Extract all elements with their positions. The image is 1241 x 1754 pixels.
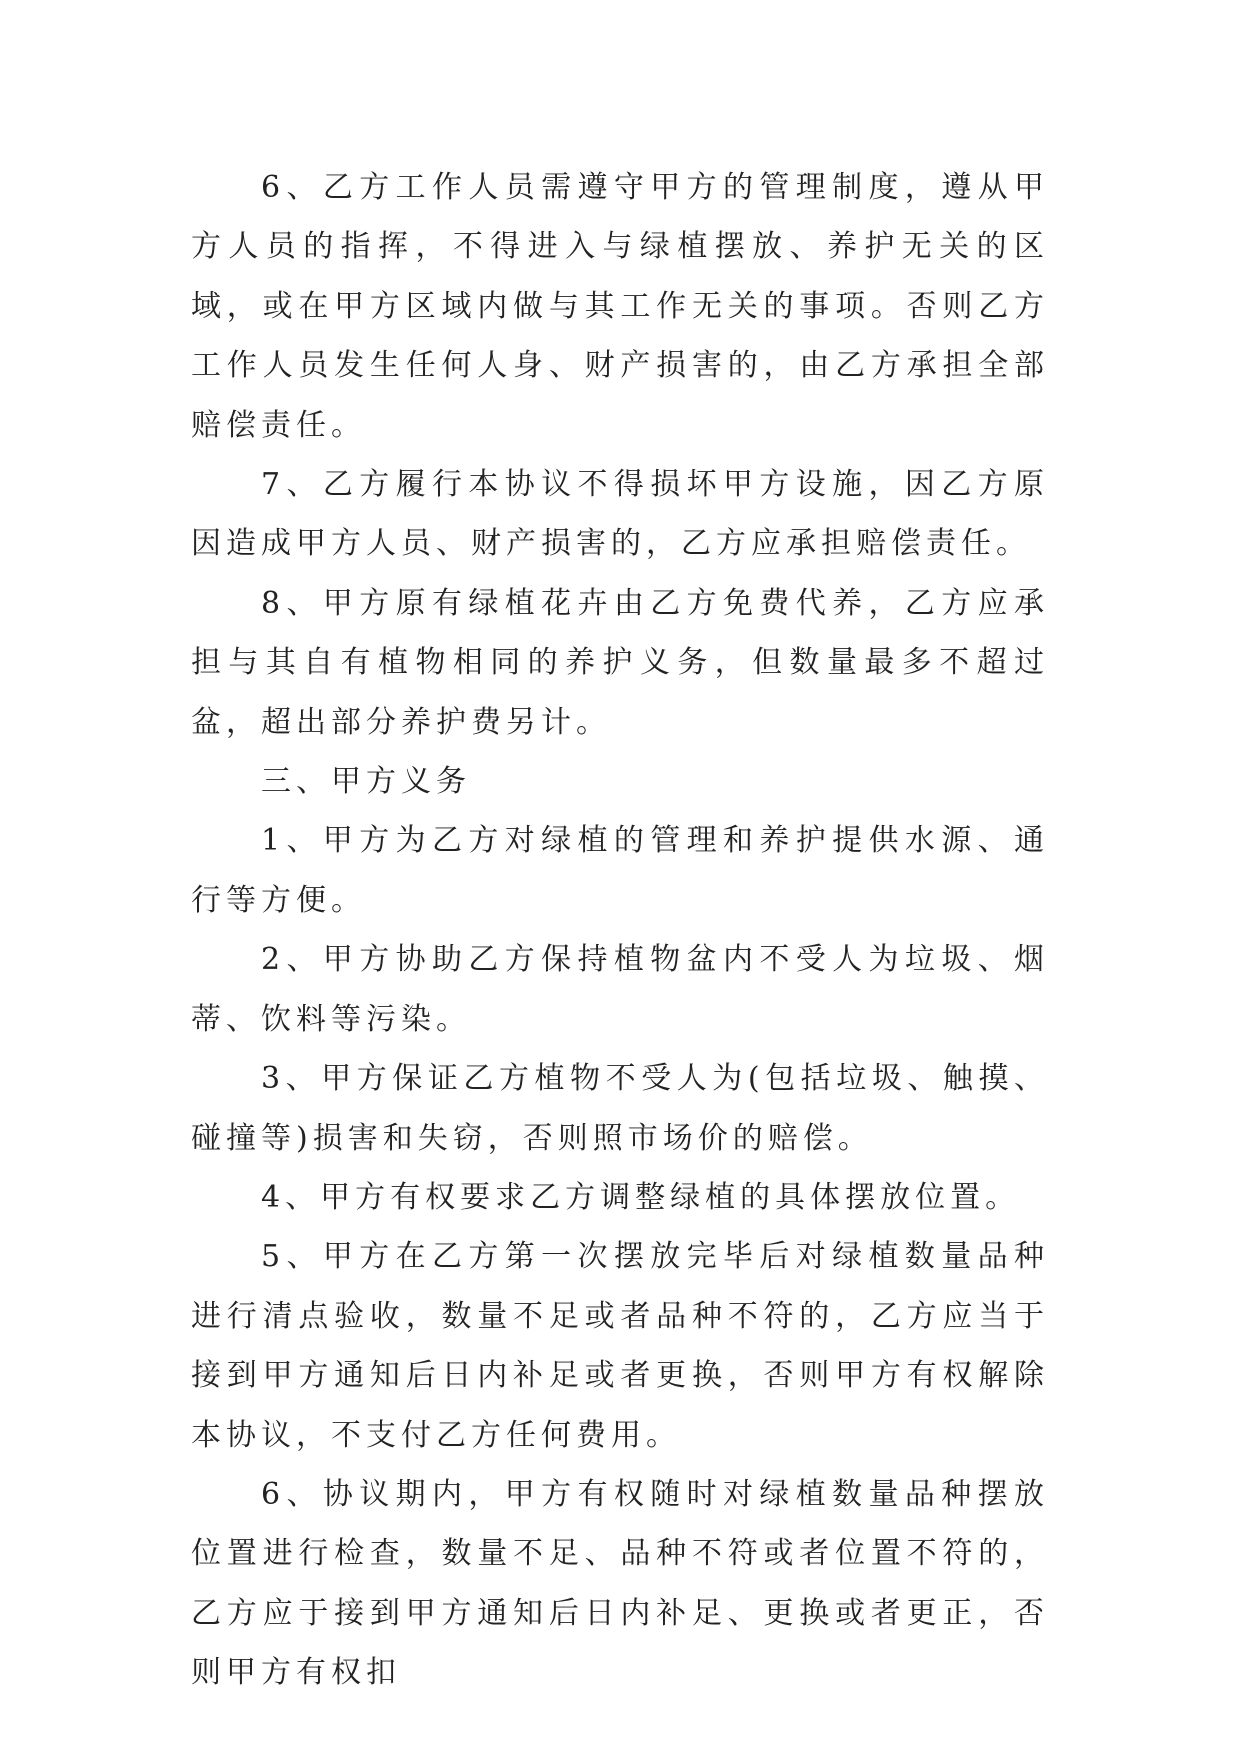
paragraph-item-1-water-access: 1、甲方为乙方对绿植的管理和养护提供水源、通行等方便。 bbox=[191, 823, 1049, 918]
document-body bbox=[191, 158, 1049, 1703]
paragraph-item-6-inspection: 6、协议期内，甲方有权随时对绿植数量品种摆放位置进行检查，数量不足、品种不符或者位置不符的，乙方应于接到甲方通知后日内补足、更换或者更正，否则甲方有权扣 bbox=[191, 1476, 1049, 1691]
paragraph-item-8-existing-plants: 8、甲方原有绿植花卉由乙方免费代养，乙方应承担与其自有植物相同的养护义务，但数量最多不超过盆，超出部分养护费另计。 bbox=[191, 585, 1049, 740]
paragraph-item-4-placement-adjust: 4、甲方有权要求乙方调整绿植的具体摆放位置。 bbox=[261, 1179, 1021, 1215]
paragraph-item-7-facility-damage: 7、乙方履行本协议不得损坏甲方设施，因乙方原因造成甲方人员、财产损害的，乙方应承担赔偿责任。 bbox=[191, 467, 1049, 562]
paragraph-item-2-pollution: 2、甲方协助乙方保持植物盆内不受人为垃圾、烟蒂、饮料等污染。 bbox=[191, 942, 1049, 1037]
section-heading-party-a-obligations: 三、甲方义务 bbox=[261, 764, 471, 800]
paragraph-item-6-staff-rules: 6、乙方工作人员需遵守甲方的管理制度，遵从甲方人员的指挥，不得进入与绿植摆放、养护无关的区域，或在甲方区域内做与其工作无关的事项。否则乙方工作人员发生任何人身、财产损害的，由乙方承担全部赔偿责任。 bbox=[191, 170, 1049, 443]
paragraph-item-5-acceptance-check: 5、甲方在乙方第一次摆放完毕后对绿植数量品种进行清点验收，数量不足或者品种不符的，乙方应当于接到甲方通知后日内补足或者更换，否则甲方有权解除本协议，不支付乙方任何费用。 bbox=[191, 1239, 1049, 1453]
paragraph-item-3-damage-theft: 3、甲方保证乙方植物不受人为(包括垃圾、触摸、碰撞等)损害和失窃，否则照市场价的赔偿。 bbox=[191, 1061, 1049, 1156]
